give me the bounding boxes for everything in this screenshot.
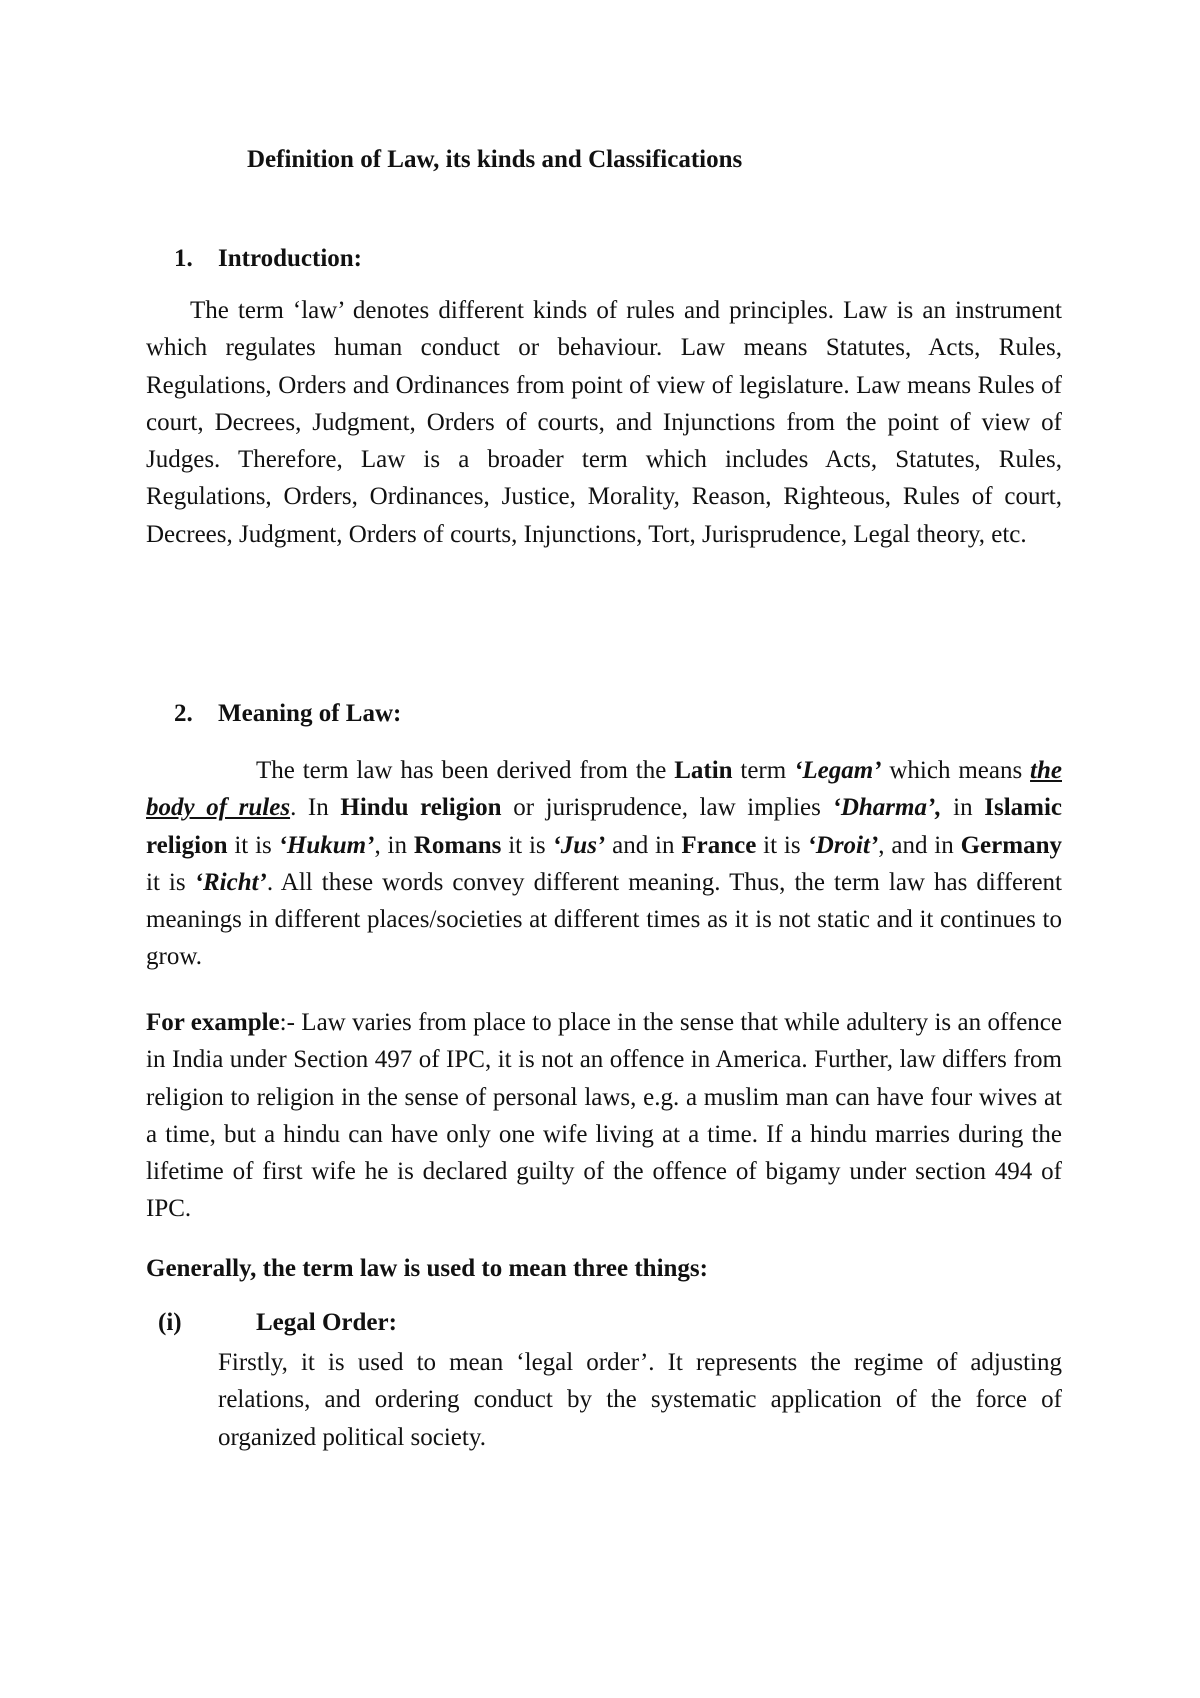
text-run: . All these words convey different meaning. Thus, the term law has different meanings in different places/societies at different times as it is not static and it continues to grow. [146,868,1062,971]
list-item-heading: Legal Order: [256,1309,397,1336]
example-paragraph [146,1004,1062,1228]
bold-term: Romans [413,831,502,859]
section-heading-text: Meaning of Law: [218,700,402,727]
introduction-text: The term ‘law’ denotes different kinds of rules and principles. Law is an instrument which regulates human conduct or behaviour. Law means Statutes, Acts, Rules, Regulations, Orders and Ordinances from point of view of legislature. Law means Rules of court, Decrees, Judgment, Orders of courts, and Injunctions from the point of view of Judges. Therefore, Law is a broader term which includes Acts, Statutes, Rules, Regulations, Orders, Ordinances, Justice, Morality, Reason, Righteous, Rules of court, Decrees, Judgment, Orders of courts, Injunctions, Tort, Jurisprudence, Legal theory, etc. [146,297,1062,548]
section-heading-introduction [174,245,362,273]
text-run: , in [374,831,414,859]
emphasized-term: ‘Hukum’ [278,831,375,859]
bold-term: Latin [674,757,733,784]
emphasized-term: ‘Richt’ [194,868,267,896]
emphasized-term: ‘Droit’ [807,831,879,859]
meaning-paragraph [146,752,1062,976]
legal-order-text: Firstly, it is used to mean ‘legal order’. It represents the regime of adjusting relations, and ordering conduct by the systematic application of the force of organized political society. [218,1349,1062,1451]
document-title: Definition of Law, its kinds and Classifications [247,146,743,173]
example-text: :- Law varies from place to place in the sense that while adultery is an offence in India under Section 497 of IPC, it is not an offence in America. Further, law differs from religion to religion in the sense of personal laws, e.g. a muslim man can have four wives at a time, but a hindu can have only one wife living at a time. If a hindu marries during the lifetime of first wife he is declared guilty of the offence of bigamy under section 494 of IPC. [146,1009,1062,1223]
example-label: For example [146,1009,280,1036]
text-run: term [732,757,795,784]
text-run: in [941,794,985,822]
text-run: The term law has been derived from the [256,757,675,784]
emphasized-term: the body of rules [146,757,1062,822]
section-number: 1. [174,245,193,272]
bold-term: France [681,831,757,859]
text-run: which means [881,757,1031,784]
legal-order-paragraph [218,1344,1062,1456]
text-run: . In [290,794,341,822]
list-item-number: (i) [158,1309,182,1336]
section-heading-text: Introduction: [218,245,363,272]
text-run: it is [501,831,553,859]
introduction-paragraph [146,292,1062,553]
bold-term: Hindu religion [340,794,502,822]
emphasized-term: ‘Jus’ [552,831,606,859]
text-run: it is [227,831,279,859]
emphasized-term: ‘Dharma’, [832,794,942,822]
list-item-legal-order [158,1309,397,1337]
emphasized-term: ‘Legam’ [794,757,882,784]
text-run: , and in [878,831,961,859]
text-run: it is [146,868,195,896]
text-run: or jurisprudence, law implies [501,794,833,822]
bold-term: Islamic religion [146,794,1063,859]
section-number: 2. [174,700,193,727]
bold-term: Germany [960,831,1062,859]
text-run: it is [756,831,808,859]
text-run: and in [605,831,682,859]
section-heading-meaning [174,700,401,728]
generally-statement: Generally, the term law is used to mean three things: [146,1255,708,1282]
